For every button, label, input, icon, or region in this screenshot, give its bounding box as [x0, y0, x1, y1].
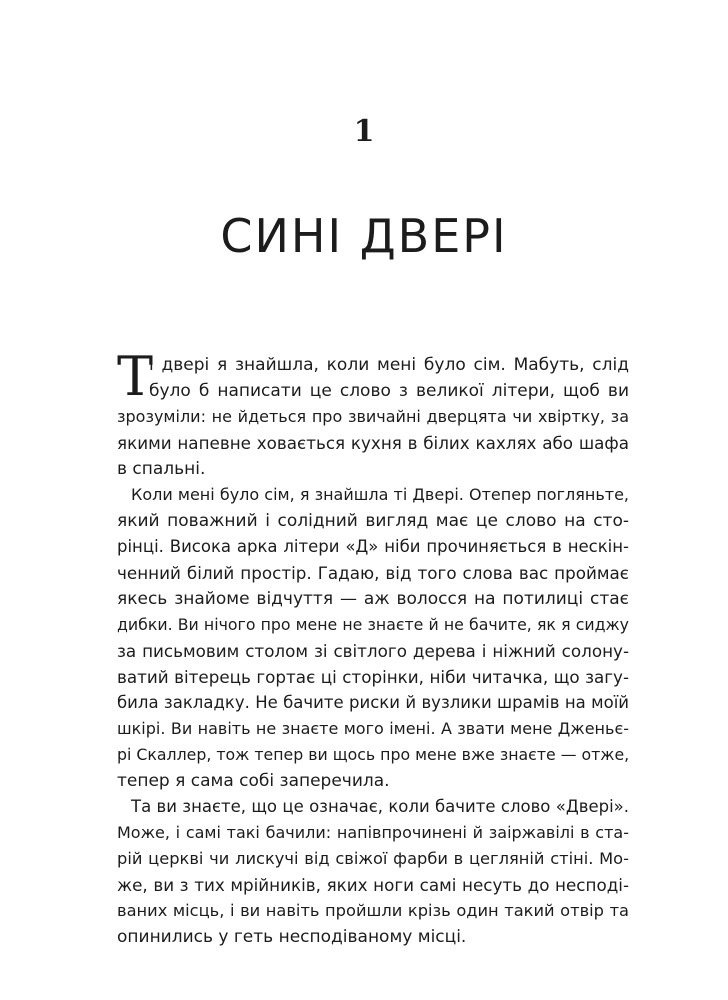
text-line: було б написати це слово з великої літери, щоб ви [149, 381, 629, 401]
text-line: в спальні. [117, 459, 206, 479]
chapter-title: СИНІ ДВЕРІ [220, 209, 508, 263]
paragraph-3 [117, 794, 629, 950]
text-line: який поважний і солідний вигляд має це слово на сто- [117, 511, 629, 531]
text-line: і двері я знайшла, коли мені було сім. Мабуть, слід [149, 355, 629, 375]
text-line: же, ви з тих мрійників, яких ноги самі несуть до несподі- [117, 875, 629, 895]
text-line: якими напевне ховається кухня в білих кахлях або шафа [117, 433, 629, 453]
text-line: дибки. Ви нічого про мене не знаєте й не бачите, як я сиджу [117, 615, 629, 634]
text-line: рі Скаллер, тож тепер ви щось про мене вже знаєте — отже, [117, 745, 630, 764]
text-line: ваних місць, і ви навіть пройшли крізь один такий отвір та [117, 901, 629, 920]
text-line: рінці. Висока арка літери «Д» ніби прочиняється в нескін- [117, 537, 629, 556]
paragraph-1 [117, 345, 629, 482]
chapter-body [117, 345, 630, 950]
text-line: якесь знайоме відчуття — аж волосся на потилиці стає [117, 589, 629, 609]
text-line: Може, і самі такі бачили: напівпрочинені й заіржавілі в ста- [117, 823, 629, 842]
text-line: била закладку. Не бачите риски й вузлики шрамів на моїй [117, 693, 629, 712]
text-line: ченний білий простір. Гадаю, від того слова вас проймає [117, 563, 629, 583]
text-line: шкірі. Ви навіть не знаєте мого імені. А звати мене Дженьє- [117, 719, 629, 738]
text-line: опинились у геть несподіваному місці. [117, 927, 467, 947]
text-line: Коли мені було сім, я знайшла ті Двері. Отепер погляньте, [131, 485, 629, 504]
text-line: зрозуміли: не йдеться про звичайні дверцята чи хвіртку, за [117, 407, 629, 426]
paragraph-2 [117, 482, 629, 794]
text-line: Та ви знаєте, що це означає, коли бачите слово «Двері». [131, 797, 629, 816]
text-line: тепер я сама собі заперечила. [117, 771, 390, 791]
text-line: рій церкві чи лискучі від свіжої фарби в цегляній стіні. Мо- [117, 849, 629, 868]
chapter-number: 1 [353, 114, 375, 149]
drop-cap-letter: Т [117, 345, 154, 408]
text-line: за письмовим столом зі світлого дерева і ніжний солону- [117, 641, 629, 661]
text-line: ватий вітерець гортає ці сторінки, ніби читачка, що загу- [117, 667, 629, 687]
